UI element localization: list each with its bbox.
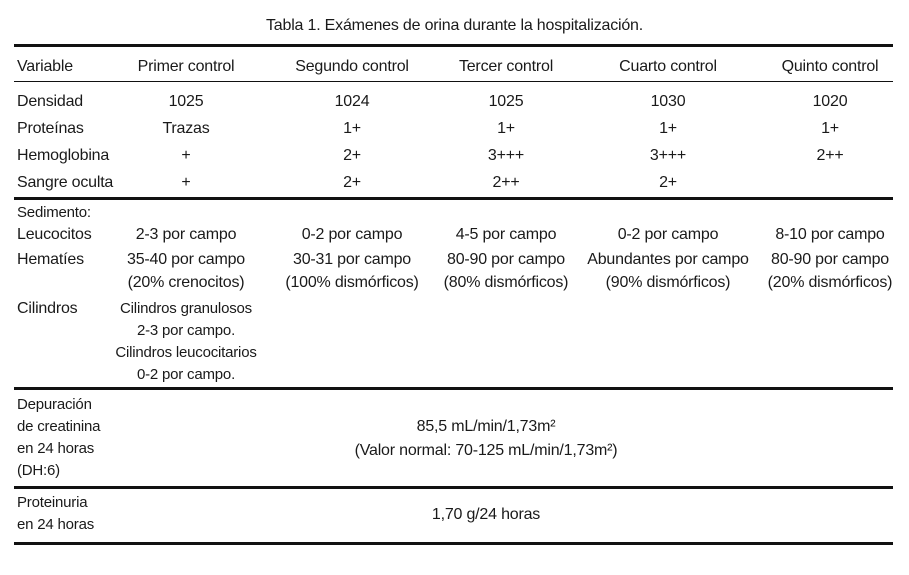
row-label-depuracion: (DH:6)	[17, 462, 60, 479]
table-cell: 0-2 por campo	[301, 226, 403, 243]
table-cell: 30-31 por campo	[293, 251, 411, 268]
section-rule	[14, 486, 893, 489]
header-control-1: Primer control	[137, 58, 235, 75]
table-cell: 2-3 por campo	[135, 226, 237, 243]
table-cell: 1+	[821, 120, 839, 137]
table-cell: (100% dismórficos)	[285, 274, 419, 291]
table-cell: (80% dismórficos)	[443, 274, 569, 291]
table-caption: Tabla 1. Exámenes de orina durante la hospitalización.	[266, 17, 643, 34]
row-label-densidad: Densidad	[17, 93, 84, 110]
header-rule	[14, 81, 893, 82]
sedimento-title: Sedimento:	[17, 204, 91, 221]
depuracion-value: 85,5 mL/min/1,73m²	[416, 418, 556, 435]
table-cell: (20% dismórficos)	[767, 274, 893, 291]
table-cell: 2-3 por campo.	[136, 322, 236, 339]
row-label-cilindros: Cilindros	[17, 300, 78, 317]
row-label-proteinas: Proteínas	[17, 120, 84, 137]
header-control-4: Cuarto control	[619, 58, 717, 75]
table-cell: 1025	[488, 93, 524, 110]
table-cell: 2+	[343, 174, 361, 191]
table-cell: 2+	[343, 147, 361, 164]
table-cell: 80-90 por campo	[447, 251, 565, 268]
header-control-2: Segundo control	[295, 58, 409, 75]
depuracion-normal: (Valor normal: 70-125 mL/min/1,73m²)	[354, 442, 618, 459]
row-label-depuracion: Depuración	[17, 396, 92, 413]
table-cell: 1025	[168, 93, 204, 110]
header-control-3: Tercer control	[458, 58, 554, 75]
table-cell: 8-10 por campo	[775, 226, 885, 243]
table-cell: 3+++	[649, 147, 687, 164]
row-label-hematies: Hematíes	[17, 251, 84, 268]
table-cell: Abundantes por campo	[587, 251, 749, 268]
table-cell: 2++	[816, 147, 844, 164]
row-label-hemoglobina: Hemoglobina	[17, 147, 110, 164]
proteinuria-value: 1,70 g/24 horas	[431, 506, 541, 523]
table-cell: 1030	[650, 93, 686, 110]
section-rule	[14, 197, 893, 200]
table-cell: (90% dismórficos)	[605, 274, 731, 291]
row-label-proteinuria: Proteinuria	[17, 494, 88, 511]
table-cell: 3+++	[487, 147, 525, 164]
table-cell: 1+	[497, 120, 515, 137]
table-cell: Cilindros granulosos	[120, 300, 252, 317]
table-cell: 2++	[492, 174, 520, 191]
table-cell: +	[181, 147, 191, 164]
header-control-5: Quinto control	[781, 58, 879, 75]
header-variable: Variable	[17, 58, 73, 75]
table-cell: 80-90 por campo	[771, 251, 889, 268]
table-cell: Trazas	[162, 120, 210, 137]
table-cell: 1+	[659, 120, 677, 137]
row-label-proteinuria: en 24 horas	[17, 516, 95, 533]
table-cell: +	[181, 174, 191, 191]
row-label-depuracion: en 24 horas	[17, 440, 95, 457]
row-label-depuracion: de creatinina	[17, 418, 101, 435]
table-cell: 1020	[812, 93, 848, 110]
table-cell: 4-5 por campo	[455, 226, 557, 243]
table-cell: 1+	[343, 120, 361, 137]
table-cell: (20% crenocitos)	[127, 274, 245, 291]
table-cell: Cilindros leucocitarios	[115, 344, 257, 361]
top-rule	[14, 44, 893, 47]
bottom-rule	[14, 542, 893, 545]
table-cell: 0-2 por campo.	[136, 366, 236, 383]
table-cell: 2+	[659, 174, 677, 191]
table-cell: 35-40 por campo	[127, 251, 245, 268]
section-rule	[14, 387, 893, 390]
table-cell: 0-2 por campo	[617, 226, 719, 243]
table-cell: 1024	[334, 93, 370, 110]
row-label-leucocitos: Leucocitos	[17, 226, 92, 243]
row-label-sangre-oculta: Sangre oculta	[17, 174, 114, 191]
